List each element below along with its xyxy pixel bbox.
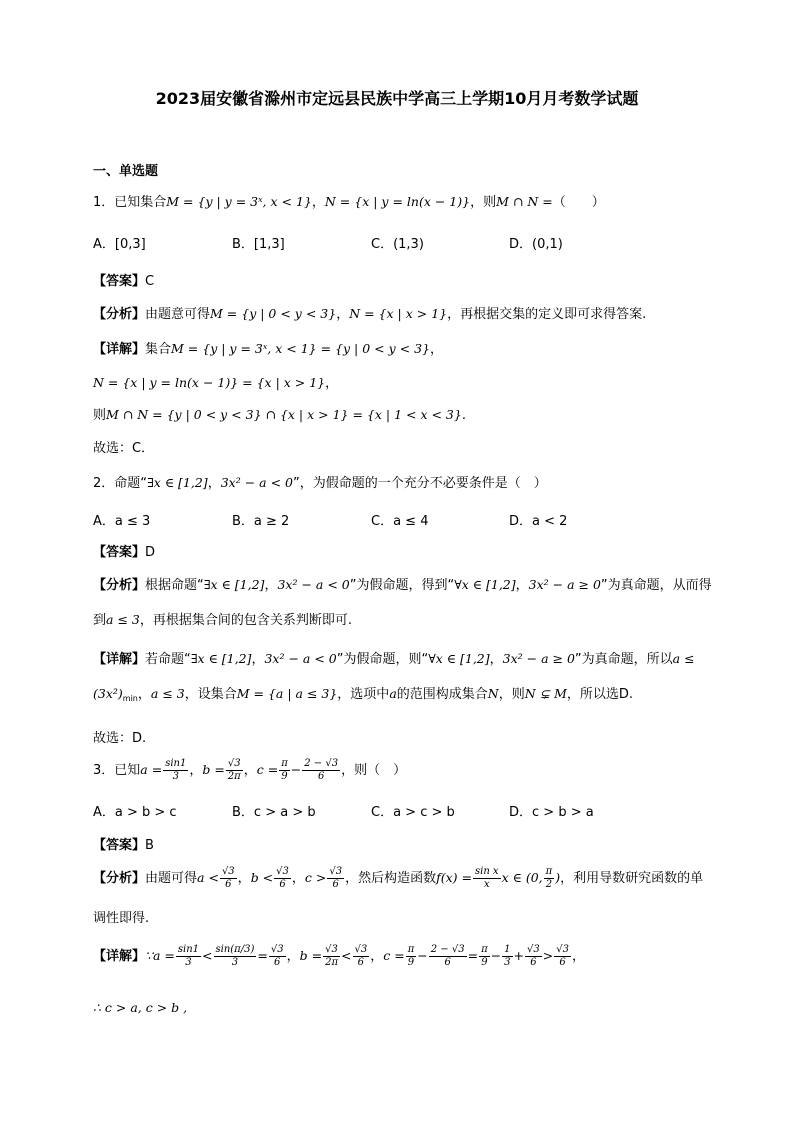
option-d[interactable]: D．(0,1) (509, 237, 563, 252)
fraction: $\frac{\sin(\pi/3)}{3}$ (215, 944, 255, 968)
fraction: $\frac{\sin 1}{3}$ (177, 944, 200, 968)
question-3-conclusion: ∴ c > a, c > b , (93, 1000, 188, 1015)
question-3-detail: 【详解】∵a = $\frac{\sin 1}{3}$ < $\frac{\sin(\pi/3)}{3}$ = $\frac{√3}{6}$ ，b = $\frac{√3}{2\pi}$ < $\frac{√3}{6}$ ，c = $\frac{\pi}{9}$ − $\frac{2 - √3}{6}$ = $\frac{\pi}{9}$ − $\frac{1}{3}$ + $\frac{√3}{6}$ > $\frac{√3}{6}$ ， (93, 944, 585, 968)
section-heading: 一、单选题 (93, 164, 159, 179)
option-c[interactable]: C．a ≤ 4 (371, 514, 429, 529)
question-1-options (93, 233, 713, 253)
question-2-conclusion: 故选：D. (93, 731, 147, 746)
option-a[interactable]: A．[0,3] (93, 237, 146, 252)
fraction: $\frac{√3}{6}$ (329, 866, 343, 890)
question-1-detail-line-2: N = {x | y = ln(x − 1)} = {x | x > 1}， (93, 375, 339, 391)
fraction: $\frac{√3}{6}$ (221, 866, 235, 890)
option-b[interactable]: B．a ≥ 2 (232, 514, 290, 529)
question-1-answer: 【答案】C (93, 274, 155, 289)
option-a[interactable]: A．a > b > c (93, 805, 177, 820)
exam-title: 2023届安徽省滁州市定远县民族中学高三上学期10月月考数学试题 (155, 89, 639, 108)
fraction: $\frac{√3}{2\pi}$ (227, 758, 241, 782)
fraction: $\frac{\pi}{9}$ (281, 758, 288, 782)
question-1-detail: 【详解】集合M = {y | y = 3ˣ, x < 1} = {y | 0 < y < 3}， (93, 341, 443, 357)
fraction: $\frac{\pi}{9}$ (481, 944, 488, 968)
question-2-analysis: 【分析】根据命题“∃x ∈ [1,2]，3x² − a < 0”为假命题，得到“∀x ∈ [1,2]，3x² − a ≥ 0”为真命题，从而得到a ≤ 3，再根据集合间的包含关系判断即可. (93, 577, 712, 628)
question-2-options (93, 510, 713, 530)
question-3-answer: 【答案】B (93, 838, 154, 853)
question-3-analysis: 【分析】由题可得a < $\frac{√3}{6}$ ，b < $\frac{√3}{6}$ ，c > $\frac{√3}{6}$ ，然后构造函数f(x) = $\frac{\text{sin x}}{x}$ x ∈ (0, $\frac{\pi}{2}$ )，利用导数研究函数的单调性即得. (93, 866, 704, 926)
fraction: $\frac{√3}{6}$ (354, 944, 368, 968)
fraction: $\frac{2 - √3}{6}$ (304, 758, 339, 782)
fraction: $\frac{1}{3}$ (504, 944, 511, 968)
question-1-analysis: 【分析】由题意可得M = {y | 0 < y < 3}，N = {x | x > 1}，再根据交集的定义即可求得答案. (93, 306, 647, 322)
question-1-detail-line-3: 则M ∩ N = {y | 0 < y < 3} ∩ {x | x > 1} = {x | 1 < x < 3}. (93, 407, 466, 423)
option-b[interactable]: B．[1,3] (232, 237, 285, 252)
option-a[interactable]: A．a ≤ 3 (93, 514, 151, 529)
question-2-detail: 【详解】若命题“∃x ∈ [1,2]，3x² − a < 0”为假命题，则“∀x ∈ [1,2]，3x² − a ≥ 0”为真命题，所以$a \le (3x^2)_{min}$，a ≤ 3，设集合M = {a | a ≤ 3}，选项中a的范围构成集合N，则N ⊊ M，所以选D. (93, 651, 695, 703)
fraction: $\frac{√3}{6}$ (527, 944, 540, 968)
fraction: $\frac{√3}{2\pi}$ (325, 944, 339, 968)
option-c[interactable]: C．a > c > b (371, 805, 455, 820)
fraction: $\frac{√3}{6}$ (556, 944, 569, 968)
question-1-conclusion: 故选：C． (93, 441, 155, 456)
option-d[interactable]: D．c > b > a (509, 805, 594, 820)
fraction: $\frac{\pi}{2}$ (545, 866, 553, 890)
option-c[interactable]: C．(1,3) (371, 237, 424, 252)
fraction: $\frac{√3}{6}$ (270, 944, 284, 968)
question-3-stem: 3．已知a = $\frac{\sin 1}{3}$ ，b = $\frac{√3}{2\pi}$ ，c = $\frac{\pi}{9}$ − $\frac{2 - √3}{6}$ ，则（ ） (93, 758, 407, 782)
fraction: $\frac{\pi}{9}$ (407, 944, 415, 968)
question-3-options (93, 801, 713, 821)
fraction: $\frac{√3}{6}$ (276, 866, 289, 890)
option-d[interactable]: D．a < 2 (509, 514, 568, 529)
question-2-answer: 【答案】D (93, 545, 156, 560)
fraction: $\frac{2 - √3}{6}$ (430, 944, 465, 968)
fraction: $\frac{\sin 1}{3}$ (165, 758, 187, 782)
fraction: $\frac{\text{sin x}}{x}$ (474, 866, 499, 890)
question-2-stem: 2．命题“∃x ∈ [1,2]，3x² − a < 0”，为假命题的一个充分不必要条件是（ ） (93, 475, 547, 491)
option-b[interactable]: B．c > a > b (232, 805, 316, 820)
question-1-stem: 1．已知集合M = {y | y = 3ˣ, x < 1}，N = {x | y = ln(x − 1)}，则M ∩ N =（ ） (93, 194, 605, 210)
